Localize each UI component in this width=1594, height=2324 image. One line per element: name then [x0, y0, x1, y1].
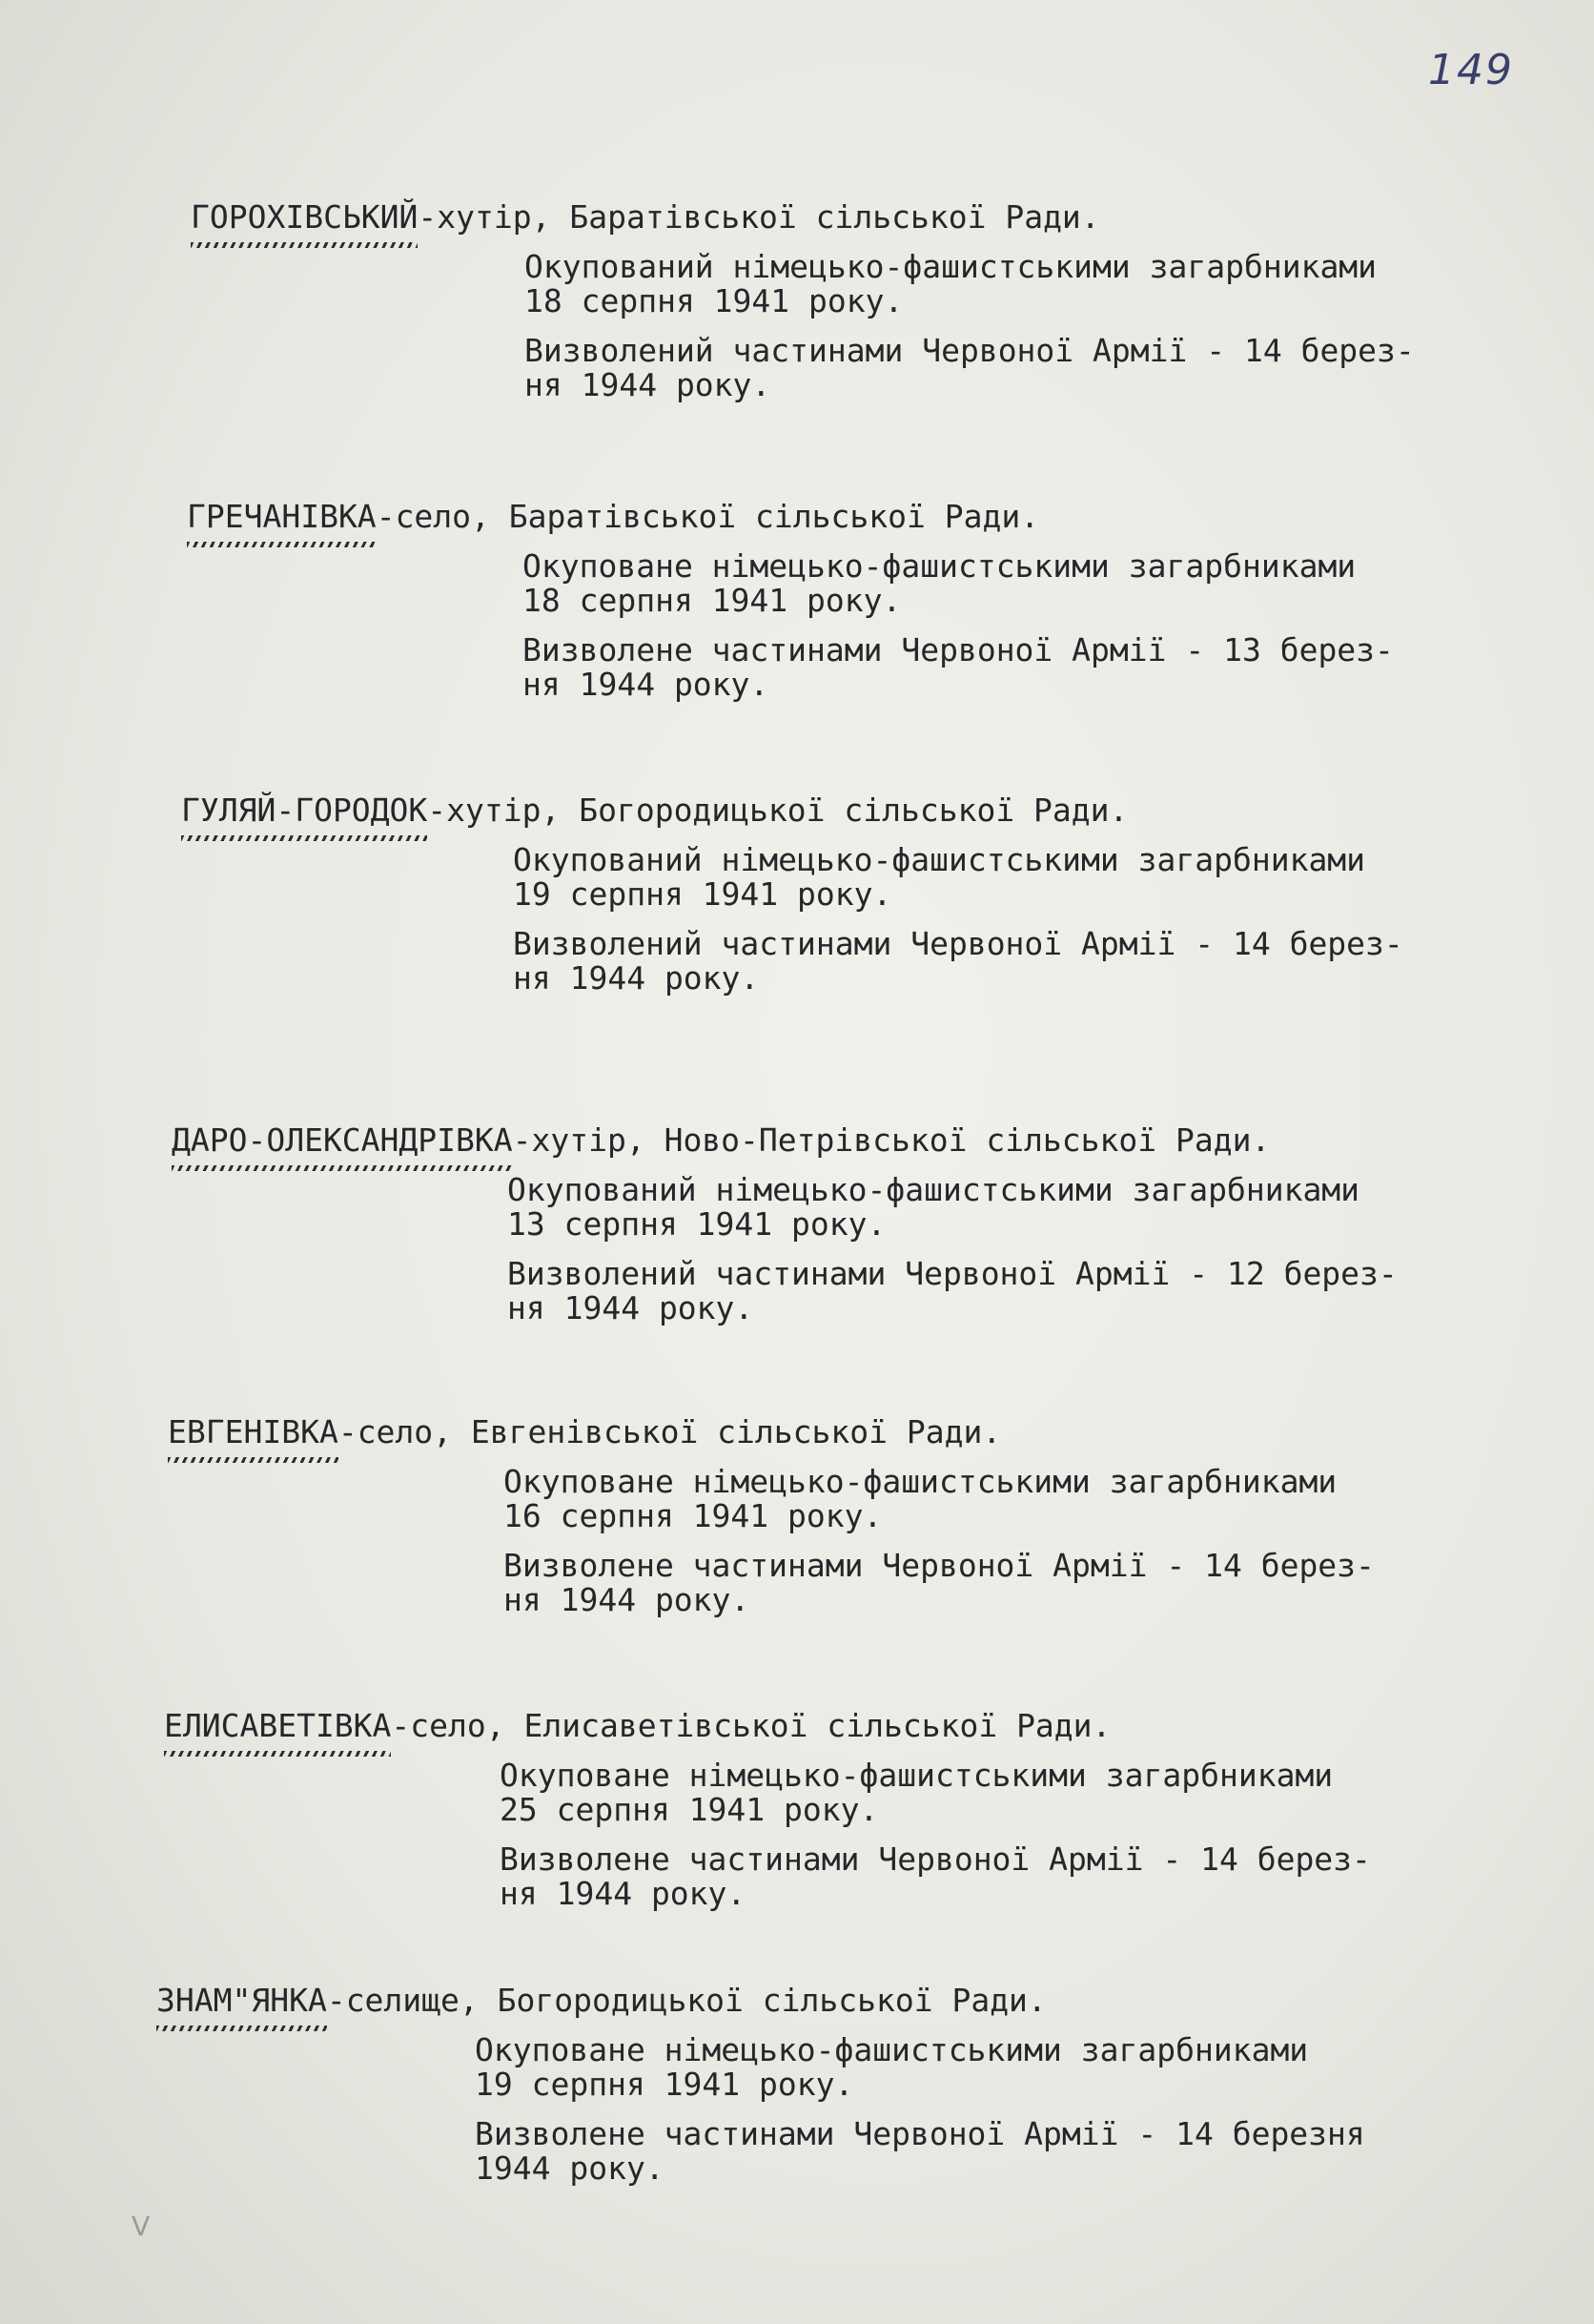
entry-horokhivskyi [191, 200, 1415, 402]
entry-name: ГРЕЧАНІВКА [187, 498, 377, 535]
page-number: 149 [1428, 46, 1514, 94]
entry-description: хутір, Богородицької сільської Ради. [446, 792, 1129, 829]
entry-description: хутір, Ново-Петрівської сільської Ради. [531, 1121, 1271, 1159]
occupied-text: Окуповане німецько-фашистськими загарбниками 25 серпня 1941 року. [500, 1757, 1334, 1828]
entry-heading: ДАРО-ОЛЕКСАНДРІВКА-хутір, Ново-Петрівської сільської Ради. [172, 1121, 1271, 1159]
liberated-text: Визволене частинами Червоної Армії - 14 берез- ня 1944 року. [500, 1841, 1371, 1912]
entry-heading: ГУЛЯЙ-ГОРОДОК-хутір, Богородицької сільської Ради. [181, 792, 1129, 829]
entry-heading: ГРЕЧАНІВКА-село, Баратівської сільської Ради. [187, 498, 1040, 535]
occupied-text: Окуповане німецько-фашистськими загарбниками 19 серпня 1941 року. [475, 2031, 1309, 2103]
occupied-text: Окуповане німецько-фашистськими загарбниками 16 серпня 1941 року. [503, 1463, 1338, 1534]
occupied-text: Окуповане німецько-фашистськими загарбниками 18 серпня 1941 року. [522, 547, 1357, 619]
entry-name: ГОРОХІВСЬКИЙ [191, 198, 419, 236]
entry-znamianka [156, 1984, 1365, 2186]
entry-heading: ЕВГЕНІВКА-село, Евгенівської сільської Ради. [168, 1413, 1002, 1450]
liberated-text: Визволений частинами Червоної Армії - 12 берез- ня 1944 року. [507, 1255, 1398, 1327]
entry-elysavetivka [164, 1709, 1371, 1911]
entry-name: ДАРО-ОЛЕКСАНДРІВКА [172, 1121, 513, 1159]
liberated-text: Визволене частинами Червоної Армії - 14 берез- ня 1944 року. [503, 1547, 1375, 1618]
entry-name: ЕВГЕНІВКА [168, 1413, 338, 1450]
entry-hrechanivka [187, 500, 1394, 702]
entry-heading: ГОРОХІВСЬКИЙ-хутір, Баратівської сільської Ради. [191, 198, 1100, 236]
margin-pencil-mark: V [132, 2211, 151, 2242]
liberated-text: Визволене частинами Червоної Армії - 13 берез- ня 1944 року. [522, 631, 1394, 703]
occupied-text: Окупований німецько-фашистськими загарбниками 13 серпня 1941 року. [507, 1171, 1360, 1243]
entry-name: ЗНАМ"ЯНКА [156, 1982, 327, 2019]
liberated-text: Визволене частинами Червоної Армії - 14 березня 1944 року. [475, 2115, 1365, 2187]
occupied-text: Окупований німецько-фашистськими загарбниками 19 серпня 1941 року. [513, 841, 1366, 913]
entry-description: село, Елисаветівської сільської Ради. [410, 1707, 1112, 1744]
entry-name: ЕЛИСАВЕТІВКА [164, 1707, 392, 1744]
entry-description: хутір, Баратівської сільської Ради. [437, 198, 1100, 236]
entry-huliai-horodok [181, 793, 1403, 996]
liberated-text: Визволений частинами Червоної Армії - 14 берез- ня 1944 року. [513, 925, 1403, 997]
entry-name: ГУЛЯЙ-ГОРОДОК [181, 792, 428, 829]
occupied-text: Окупований німецько-фашистськими загарбниками 18 серпня 1941 року. [524, 248, 1378, 319]
entry-heading: ЕЛИСАВЕТІВКА-село, Елисаветівської сільської Ради. [164, 1707, 1112, 1744]
entry-description: селище, Богородицької сільської Ради. [345, 1982, 1047, 2019]
entry-daro-oleksandrivka [172, 1123, 1398, 1326]
entry-description: село, Евгенівської сільської Ради. [357, 1413, 1002, 1450]
liberated-text: Визволений частинами Червоної Армії - 14 берез- ня 1944 року. [524, 332, 1415, 403]
entry-evhenivka [168, 1415, 1375, 1617]
entry-heading: ЗНАМ"ЯНКА-селище, Богородицької сільської Ради. [156, 1982, 1047, 2019]
entry-description: село, Баратівської сільської Ради. [395, 498, 1040, 535]
